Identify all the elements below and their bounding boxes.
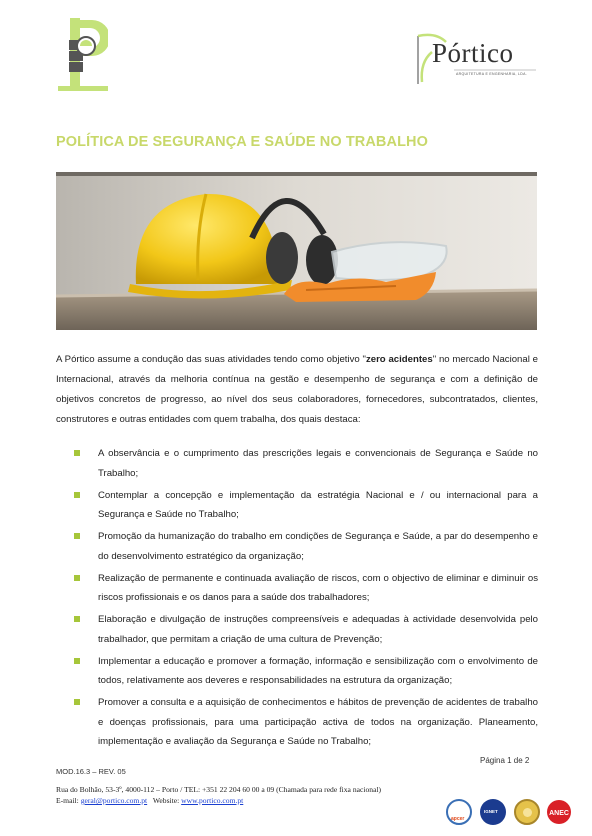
document-revision: MOD.16.3 – REV. 05 [56, 767, 126, 776]
list-item-text: Contemplar a concepção e implementação da estratégia Nacional e / ou internacional para a Segurança e Saúde no Trabalho; [98, 489, 538, 520]
apcer-badge-label: apcer [451, 816, 465, 822]
square-bullet-icon [74, 699, 80, 705]
ignet-badge-label: IGNET [484, 809, 498, 814]
intro-text-end: " no mercado Nacional e Internacional, através da melhoria contínua na gestão e desempenho de segurança e com a definição de objetivos concretos de progresso, ao nível dos seus colaboradores, fornecedores, subcontratados, clientes, construtores e outras entidades com quem trabalha, dos quais destaca: [56, 354, 538, 425]
intro-highlight: zero acidentes [365, 354, 433, 365]
seal-center-icon [523, 808, 532, 817]
square-bullet-icon [74, 616, 80, 622]
footer-links [56, 795, 381, 806]
list-item-text: Promover a consulta e a aquisição de conhecimentos e hábitos de prevenção de acidentes de trabalho e doenças profissionais, para uma participação activa de todos na organização. Planeamento, implementação e avaliação da Segurança e Saúde no Trabalho; [98, 697, 538, 747]
footer-contact [56, 784, 381, 806]
list-item-text: Implementar a educação e promover a formação, informação e sensibilização com o envolvimento de todos, relativamente aos deveres e responsabilidades na estrutura da organização; [98, 655, 538, 686]
company-logo-mark [58, 18, 108, 92]
list-item [56, 444, 538, 483]
page-number: Página 1 de 2 [480, 756, 530, 765]
list-item [56, 610, 538, 649]
list-item-text: Realização de permanente e continuada avaliação de riscos, com o objectivo de eliminar e diminuir os riscos profissionais e os danos para a saúde dos trabalhadores; [98, 572, 538, 603]
email-label: E-mail: [56, 796, 81, 805]
list-item [56, 569, 538, 608]
website-label: Website: [152, 796, 182, 805]
square-bullet-icon [74, 658, 80, 664]
safety-equipment-image [56, 172, 537, 330]
square-bullet-icon [74, 492, 80, 498]
anec-logo-icon [546, 799, 574, 825]
anec-logo-label: ANEC [549, 810, 569, 817]
apcer-badge-icon [446, 799, 472, 825]
square-bullet-icon [74, 575, 80, 581]
intro-text-start: A Pórtico assume a condução das suas atividades tendo como objetivo " [56, 354, 366, 365]
policy-list [56, 444, 538, 754]
certification-badges [446, 799, 569, 827]
list-item-text: Elaboração e divulgação de instruções compreensíveis e adequadas à actividade desenvolvida pelo trabalhador, que permitam a criação de uma cultura de Prevenção; [98, 614, 538, 645]
brand-tagline: ARQUITETURA E ENGENHARIA, LDA. [456, 72, 528, 76]
brand-name: Pórtico [432, 38, 514, 68]
list-item [56, 693, 538, 752]
website-link[interactable]: www.portico.com.pt [181, 796, 244, 805]
intro-paragraph [56, 350, 538, 430]
email-link[interactable]: geral@portico.com.pt [80, 796, 148, 805]
footer-address: Rua do Bolhão, 53-3º, 4000-112 – Porto / TEL: +351 22 204 60 00 a 09 (Chamada para rede fixa nacional) [56, 785, 382, 794]
square-bullet-icon [74, 450, 80, 456]
page-title: POLÍTICA DE SEGURANÇA E SAÚDE NO TRABALHO [56, 134, 428, 150]
square-bullet-icon [74, 533, 80, 539]
list-item-text: A observância e o cumprimento das prescrições legais e convencionais de Segurança e Saúde no Trabalho; [98, 448, 538, 479]
list-item [56, 527, 538, 566]
quality-seal-icon [514, 799, 540, 825]
list-item [56, 652, 538, 691]
list-item-text: Promoção da humanização do trabalho em condições de Segurança e Saúde, a par do desempenho e do desenvolvimento estratégico da organização; [98, 531, 538, 562]
portico-logo [416, 32, 538, 86]
list-item [56, 486, 538, 525]
ignet-badge-icon [480, 799, 506, 825]
